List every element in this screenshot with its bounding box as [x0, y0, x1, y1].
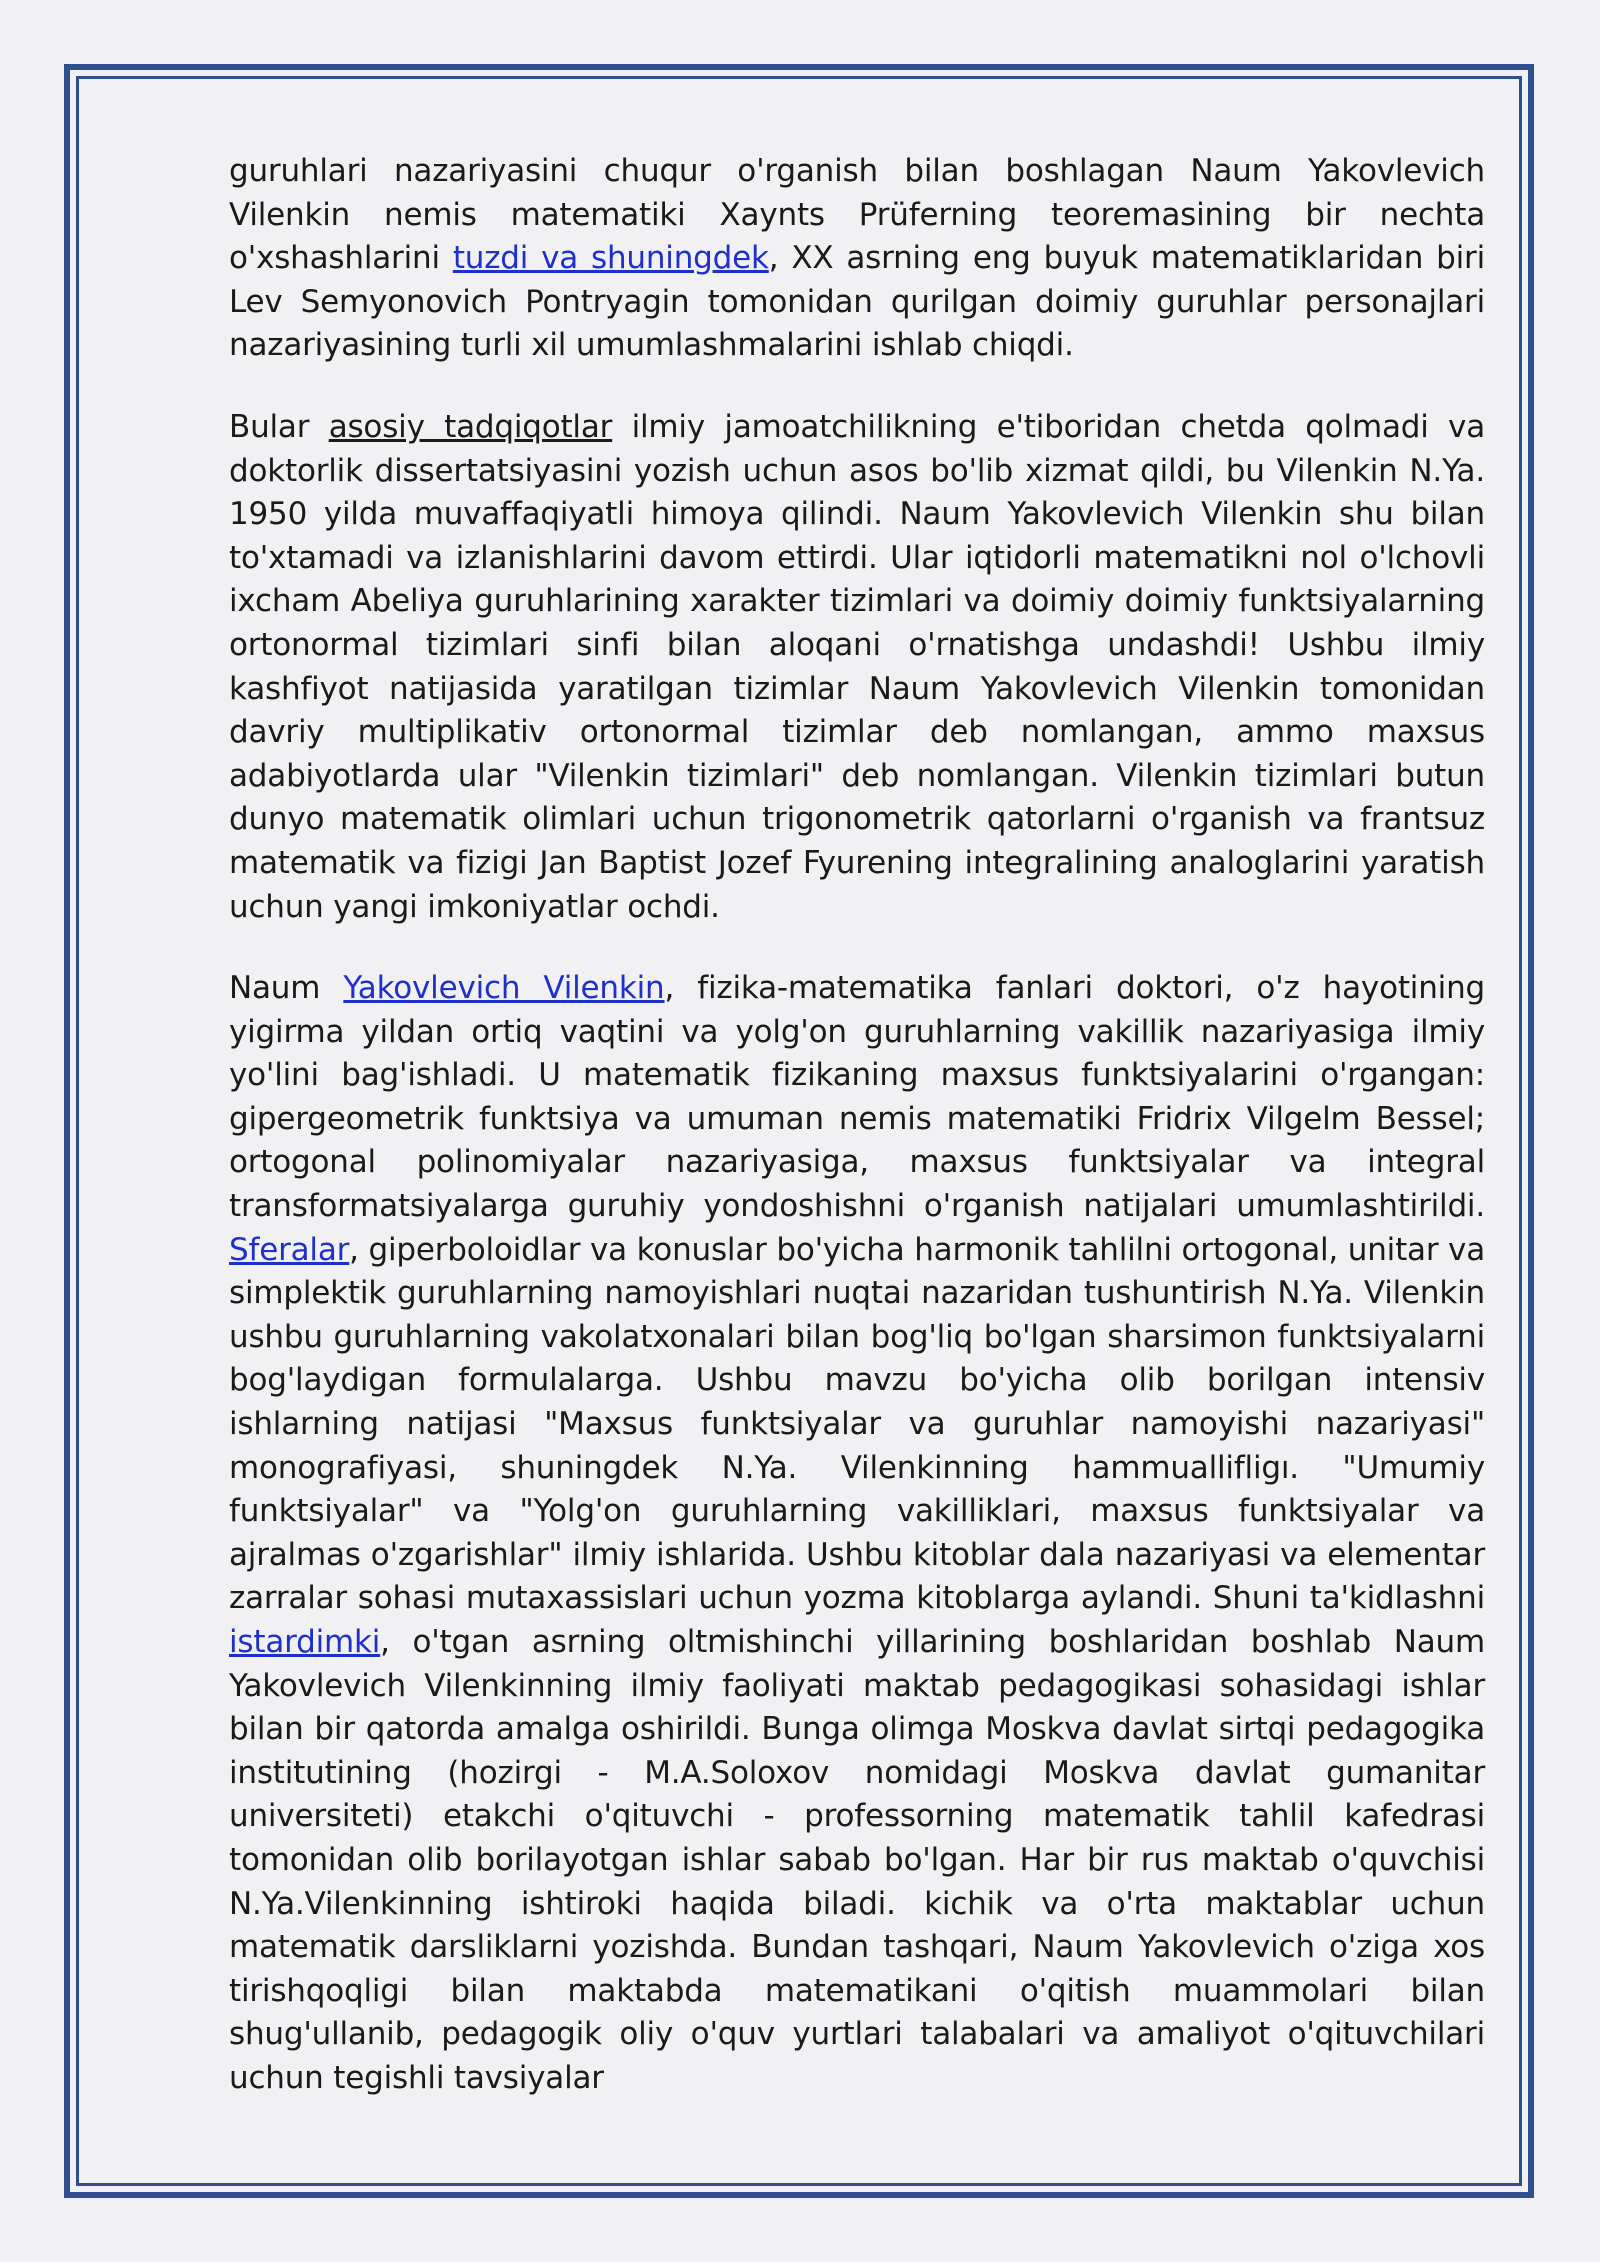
paragraph-3	[229, 967, 1485, 2100]
link-yakovlevich-vilenkin[interactable]: Yakovlevich Vilenkin	[343, 970, 665, 1007]
text-segment: , XX asrning eng buyuk matematiklaridan biri Lev Semyonovich Pontryagin tomonidan qurilgan doimiy guruhlar personajlari nazariyasining turli xil umumlashmalarini ishlab chiqdi.	[229, 240, 1486, 364]
text-segment: , fizika-matematika fanlari doktori, o'z hayotining yigirma yildan ortiq vaqtini va yolg'on guruhlarning vakillik nazariyasiga ilmiy yo'lini bag'ishladi. U matematik fizikaning maxsus funktsiyalarini o'rgangan: gipergeometrik funktsiya va umuman nemis matematiki Fridrix Vilgelm Bessel; ortogonal polinomiyalar nazariyasiga, maxsus funktsiyalar va integral transformatsiyalarga guruhiy yondoshishni o'rganish natijalari umumlashtirildi.	[229, 970, 1485, 1225]
link-asosiy-tadqiqotlar[interactable]: asosiy tadqiqotlar	[328, 408, 613, 445]
text-segment: ilmiy jamoatchilikning e'tiboridan chetda qolmadi va doktorlik dissertatsiyasini yozish uchun asos bo'lib xizmat qildi, bu Vilenkin N.Ya. 1950 yilda muvaffaqiyatli himoya qilindi. Naum Yakovlevich Vilenkin shu bilan to'xtamadi va izlanishlarini davom ettirdi. Ular iqtidorli matematikni nol o'lchovli ixcham Abeliya guruhlarining xarakter tizimlari va doimiy doimiy funktsiyalarning ortonormal tizimlari sinfi bilan aloqani o'rnatishga undashdi! Ushbu ilmiy kashfiyot natijasida yaratilgan tizimlar Naum Yakovlevich Vilenkin tomonidan davriy multiplikativ ortonormal tizimlar deb nomlangan, ammo maxsus adabiyotlarda ular "Vilenkin tizimlari" deb nomlangan. Vilenkin tizimlari butun dunyo matematik olimlari uchun trigonometrik qatorlarni o'rganish va frantsuz matematik va fizigi Jan Baptist Jozef Fyurening integralining analoglarini yaratish uchun yangi imkoniyatlar ochdi.	[229, 408, 1485, 925]
link-istardimki[interactable]: istardimki	[229, 1624, 381, 1660]
text-segment: , giperboloidlar va konuslar bo'yicha harmonik tahlilni ortogonal, unitar va simplektik guruhlarning namoyishlari nuqtai nazaridan tushuntirish N.Ya. Vilenkin ushbu guruhlarning vakolatxonalari bilan bog'liq bo'lgan sharsimon funktsiyalarni bog'laydigan formulalarga. Ushbu mavzu bo'yicha olib borilgan intensiv ishlarning natijasi "Maxsus funktsiyalar va guruhlar namoyishi nazariyasi" monografiyasi, shuningdek N.Ya. Vilenkinning hammuallifligı. "Umumiy funktsiyalar" va "Yolg'on guruhlarning vakilliklari, maxsus funktsiyalar va ajralmas o'zgarishlar" ilmiy ishlarida. Ushbu kitoblar dala nazariyasi va elementar zarralar sohasi mutaxassislari uchun yozma kitoblarga aylandi. Shuni ta'kidlashni	[229, 1231, 1485, 1617]
document-body	[229, 150, 1485, 2101]
text-segment: , o'tgan asrning oltmishinchi yillarining boshlaridan boshlab Naum Yakovlevich Vilenkinning ilmiy faoliyati maktab pedagogikasi sohasidagi ishlar bilan bir qatorda amalga oshirildi. Bunga olimga Moskva davlat sirtqi pedagogika institutining (hozirgi - M.A.Soloxov nomidagi Moskva davlat gumanitar universiteti) etakchi o'qituvchi - professorning matematik tahlil kafedrasi tomonidan olib borilayotgan ishlar sabab bo'lgan. Har bir rus maktab o'quvchisi N.Ya.Vilenkinning ishtiroki haqida biladi. kichik va o'rta maktablar uchun matematik darsliklarni yozishda. Bundan tashqari, Naum Yakovlevich o'ziga xos tirishqoqligi bilan maktabda matematikani o'qitish muammolari bilan shug'ullanib, pedagogik oliy o'quv yurtlari talabalari va amaliyot o'qituvchilari uchun tegishli tavsiyalar	[229, 1624, 1485, 2096]
link-tuzdi-va-shuningdek[interactable]: tuzdi va shuningdek	[452, 240, 769, 277]
text-segment: Bular	[229, 408, 329, 445]
text-segment: guruhlari nazariyasini chuqur o'rganish bilan boshlagan Naum Yakovlevich Vilenkin nemis matematiki Xaynts Prüferning teoremasining bir nechta o'xshashlarini	[229, 153, 1485, 277]
link-sferalar[interactable]: Sferalar	[229, 1231, 350, 1268]
text-segment: Naum	[229, 970, 344, 1007]
paragraph-2	[229, 406, 1485, 929]
paragraph-1	[229, 150, 1485, 368]
